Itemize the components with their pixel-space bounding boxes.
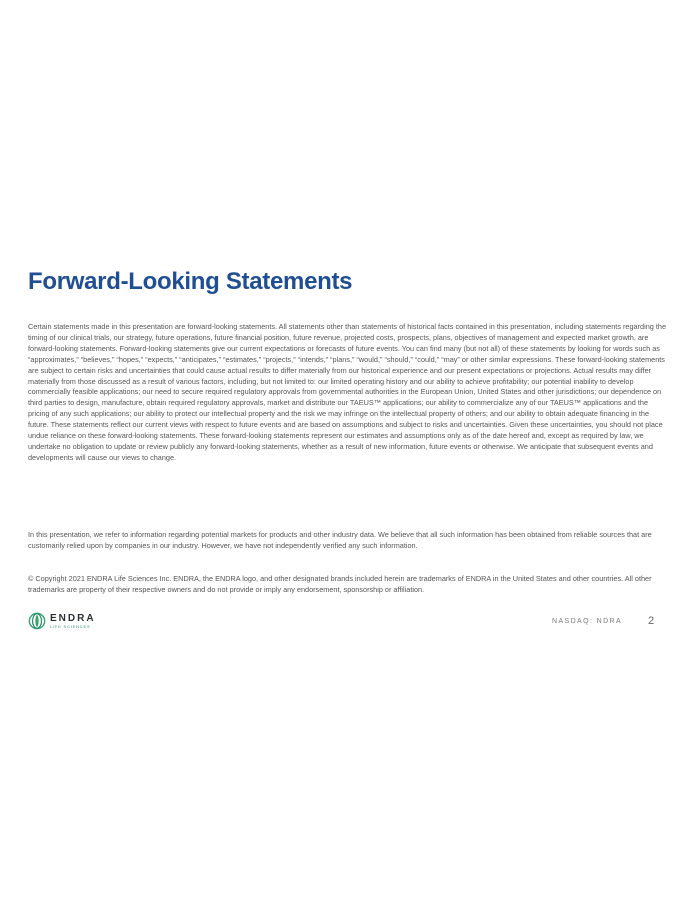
- logo-wordmark: [50, 614, 96, 629]
- logo-name: ENDRA: [50, 612, 96, 624]
- page-title: Forward-Looking Statements: [28, 268, 353, 295]
- copyright-paragraph: © Copyright 2021 ENDRA Life Sciences Inc. ENDRA, the ENDRA logo, and other designated brands included herein are trademarks of ENDRA in the United States and other countries. All other trademarks are property of their respective owners and do not provide or imply any endorsement, sponsorship or affiliation.: [28, 574, 652, 594]
- market-data-paragraph: In this presentation, we refer to information regarding potential markets for products and other industry data. We believe that all such information has been obtained from reliable sources that are customarily relied upon by companies in our industry. However, we have not independently verified any such information.: [28, 530, 652, 550]
- forward-looking-paragraph: Certain statements made in this presentation are forward-looking statements. All statements other than statements of historical facts contained in this presentation, including statements regarding the timing of our clinical trials, our strategy, future operations, future financial position, future revenue, projected costs, prospects, plans, objectives of management and expected market growth, are forward-looking statements. Forward-looking statements give our current expectations or forecasts of future events. You can find many (but not all) of these statements by looking for words such as “approximates,” “believes,” “hopes,” “expects,” “anticipates,” “estimates,” “projects,” “intends,” “plans,” “would,” “should,” “could,” “may” or other similar expressions. These forward-looking statements are subject to certain risks and uncertainties that could cause actual results to differ materially from our historical experience and our present expectations or projections. Actual results may differ materially from those discussed as a result of various factors, including, but not limited to: our limited operating history and our ability to achieve profitability; our potential inability to develop commercially feasible applications; our need to secure required regulatory approvals from governmental authorities in the European Union, United States and other jurisdictions; our dependence on third parties to design, manufacture, obtain required regulatory approvals, market and distribute our TAEUS™ applications; our ability to commercialize any of our TAEUS™ applications and the pricing of any such applications; our ability to protect our intellectual property and the risk we may infringe on the intellectual property of others; and our ability to obtain adequate financing in the future. These statements reflect our current views with respect to future events and are based on assumptions and subject to risks and uncertainties. Given these uncertainties, you should not place undue reliance on these forward-looking statements. These forward-looking statements represent our estimates and assumptions only as of the date hereof and, except as required by law, we undertake no obligation to update or review publicly any forward-looking statements, whether as a result of new information, future events or otherwise. We anticipate that subsequent events and developments will cause our views to change.: [28, 322, 667, 462]
- endra-logo-mark-icon: [28, 612, 46, 630]
- logo-subtitle: LIFE SCIENCES: [50, 623, 91, 629]
- stock-ticker: NASDAQ: NDRA: [552, 618, 623, 625]
- page-number: 2: [648, 615, 655, 627]
- endra-logo: [28, 610, 96, 632]
